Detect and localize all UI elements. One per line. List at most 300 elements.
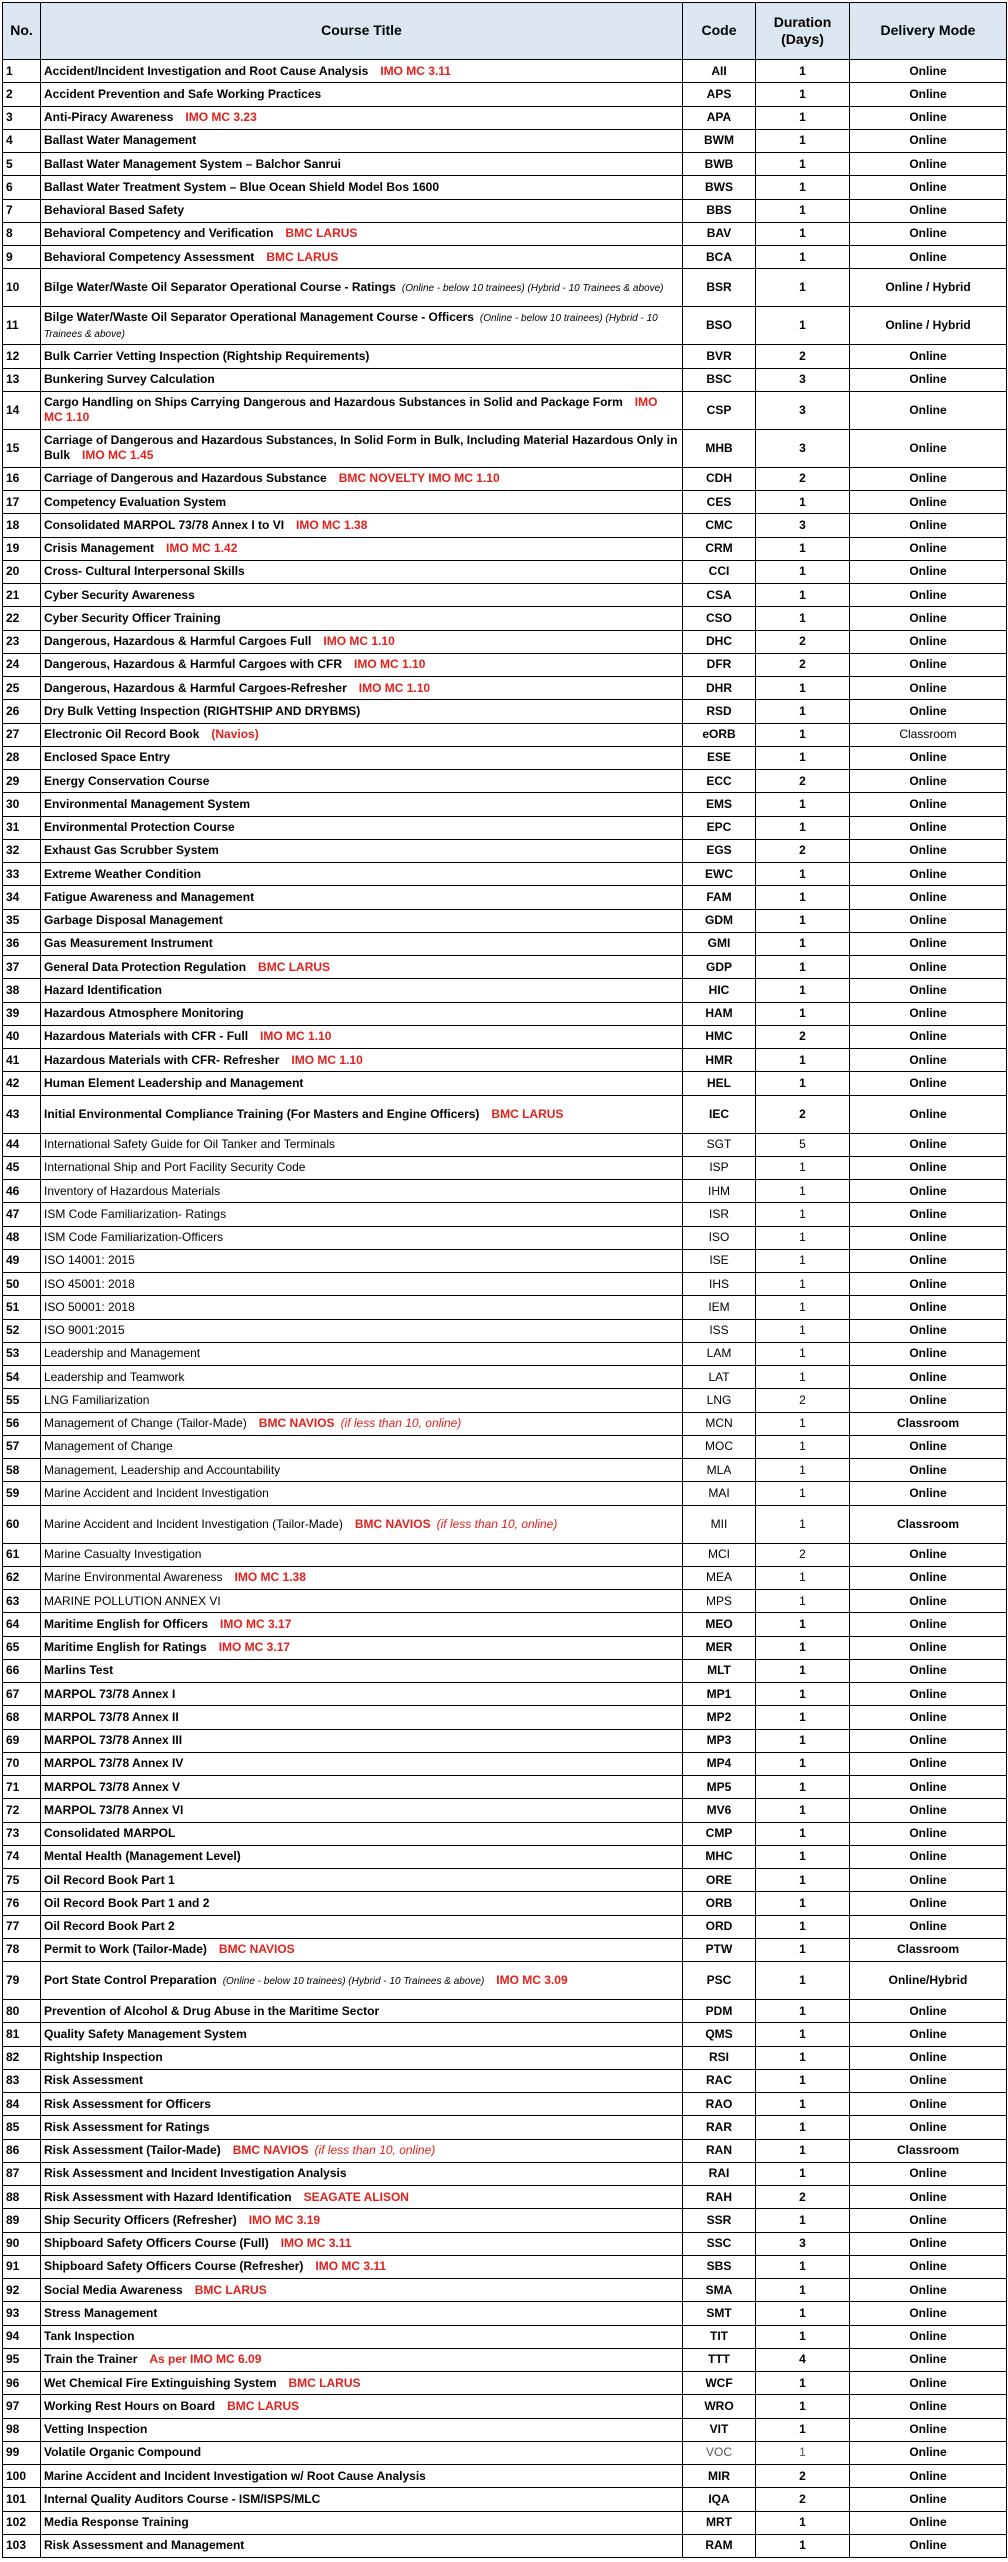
table-row	[3, 60, 1007, 83]
table-row	[3, 2232, 1007, 2255]
course-duration: 1	[756, 2325, 850, 2348]
course-title-text: Internal Quality Auditors Course - ISM/ISPS/MLC	[44, 2491, 321, 2506]
delivery-mode: Online	[850, 979, 1007, 1002]
course-title	[41, 1752, 683, 1775]
row-number: 33	[3, 863, 41, 886]
course-title-text: ISO 50001: 2018	[44, 1299, 135, 1314]
course-accreditation-tag: IMO MC 1.38	[296, 517, 368, 532]
row-number: 47	[3, 1203, 41, 1226]
row-number: 31	[3, 816, 41, 839]
delivery-mode: Online	[850, 886, 1007, 909]
course-duration: 1	[756, 1203, 850, 1226]
table-row	[3, 106, 1007, 129]
course-duration: 2	[756, 1025, 850, 1048]
course-duration: 1	[756, 1636, 850, 1659]
row-number: 65	[3, 1636, 41, 1659]
delivery-mode: Online	[850, 584, 1007, 607]
course-code: HMR	[683, 1049, 756, 1072]
course-code: PSC	[683, 1962, 756, 2000]
course-title-text: Volatile Organic Compound	[44, 2445, 202, 2460]
table-row	[3, 909, 1007, 932]
course-duration: 2	[756, 2488, 850, 2511]
course-title-text: Ballast Water Treatment System – Blue Ocean Shield Model Bos 1600	[44, 179, 440, 194]
row-number: 57	[3, 1435, 41, 1458]
course-title-text: Wet Chemical Fire Extinguishing System	[44, 2375, 277, 2390]
row-number: 41	[3, 1049, 41, 1072]
course-code: CES	[683, 491, 756, 514]
row-number: 88	[3, 2186, 41, 2209]
course-duration: 2	[756, 467, 850, 490]
course-title-text: Anti-Piracy Awareness	[44, 110, 174, 125]
table-row	[3, 584, 1007, 607]
row-number: 91	[3, 2255, 41, 2278]
course-title	[41, 2372, 683, 2395]
course-title	[41, 1892, 683, 1915]
row-number: 76	[3, 1892, 41, 1915]
course-code: GDP	[683, 956, 756, 979]
row-number: 17	[3, 491, 41, 514]
table-row	[3, 467, 1007, 490]
row-number: 58	[3, 1459, 41, 1482]
table-row	[3, 391, 1007, 429]
course-title	[41, 1822, 683, 1845]
course-accreditation-tag: IMO MC 1.10	[44, 395, 658, 425]
course-title	[41, 307, 683, 345]
course-duration: 1	[756, 2069, 850, 2092]
course-code: PDM	[683, 2000, 756, 2023]
delivery-mode: Classroom	[850, 723, 1007, 746]
course-duration: 1	[756, 153, 850, 176]
course-title	[41, 2093, 683, 2116]
course-title	[41, 2069, 683, 2092]
delivery-mode: Online	[850, 1543, 1007, 1566]
row-number: 4	[3, 129, 41, 152]
course-duration: 2	[756, 1543, 850, 1566]
delivery-mode: Online	[850, 1203, 1007, 1226]
course-title-text: International Ship and Port Facility Security Code	[44, 1160, 306, 1175]
course-title-text: MARPOL 73/78 Annex IV	[44, 1756, 184, 1771]
course-duration: 1	[756, 1938, 850, 1961]
row-number: 51	[3, 1296, 41, 1319]
course-title-text: Oil Record Book Part 2	[44, 1919, 175, 1934]
course-code: DFR	[683, 653, 756, 676]
course-title-text: Cargo Handling on Ships Carrying Dangerous and Hazardous Substances in Solid and Package Form	[44, 395, 623, 410]
table-row	[3, 1590, 1007, 1613]
course-title	[41, 1729, 683, 1752]
row-number: 19	[3, 537, 41, 560]
course-title-text: Maritime English for Ratings	[44, 1640, 207, 1655]
course-duration: 1	[756, 491, 850, 514]
course-code: WRO	[683, 2395, 756, 2418]
course-duration: 2	[756, 770, 850, 793]
course-title	[41, 2511, 683, 2534]
course-code: MER	[683, 1636, 756, 1659]
course-title	[41, 1025, 683, 1048]
course-duration: 1	[756, 1505, 850, 1543]
table-row	[3, 2488, 1007, 2511]
row-number: 87	[3, 2162, 41, 2185]
course-duration: 1	[756, 1659, 850, 1682]
table-row	[3, 653, 1007, 676]
course-title-text: Cyber Security Officer Training	[44, 610, 221, 625]
course-code: ISR	[683, 1203, 756, 1226]
row-number: 45	[3, 1156, 41, 1179]
delivery-mode: Online	[850, 1799, 1007, 1822]
course-title	[41, 1389, 683, 1412]
course-duration: 1	[756, 1319, 850, 1342]
course-code: BVR	[683, 345, 756, 368]
course-duration: 3	[756, 368, 850, 391]
course-title	[41, 491, 683, 514]
header-delivery-mode: Delivery Mode	[850, 3, 1007, 60]
course-duration: 1	[756, 222, 850, 245]
course-title-text: Ballast Water Management	[44, 133, 197, 148]
delivery-mode: Online	[850, 83, 1007, 106]
delivery-mode: Online	[850, 909, 1007, 932]
course-accreditation-tag: BMC LARUS	[266, 249, 339, 264]
course-duration: 1	[756, 1226, 850, 1249]
table-row	[3, 2395, 1007, 2418]
course-title-text: ISO 45001: 2018	[44, 1276, 135, 1291]
table-row	[3, 199, 1007, 222]
delivery-mode: Online	[850, 1435, 1007, 1458]
table-row	[3, 2325, 1007, 2348]
row-number: 77	[3, 1915, 41, 1938]
course-title	[41, 1156, 683, 1179]
delivery-mode: Online	[850, 1822, 1007, 1845]
row-number: 74	[3, 1845, 41, 1868]
table-row	[3, 1892, 1007, 1915]
course-accreditation-tag: IMO MC 3.19	[248, 2212, 321, 2227]
course-code: GMI	[683, 932, 756, 955]
course-title	[41, 2255, 683, 2278]
course-title-text: Human Element Leadership and Management	[44, 1075, 304, 1090]
course-title-text: Dangerous, Hazardous & Harmful Cargoes Full	[44, 634, 312, 649]
course-code: PTW	[683, 1938, 756, 1961]
table-row	[3, 2139, 1007, 2162]
delivery-mode: Online	[850, 2348, 1007, 2371]
delivery-mode: Online	[850, 1273, 1007, 1296]
course-duration: 1	[756, 607, 850, 630]
course-code: APA	[683, 106, 756, 129]
course-title-text: Marine Accident and Incident Investigation	[44, 1485, 269, 1500]
row-number: 43	[3, 1095, 41, 1133]
course-duration: 1	[756, 1892, 850, 1915]
table-row	[3, 222, 1007, 245]
course-title	[41, 467, 683, 490]
course-title	[41, 1180, 683, 1203]
row-number: 80	[3, 2000, 41, 2023]
row-number: 62	[3, 1566, 41, 1589]
course-title	[41, 2465, 683, 2488]
table-row	[3, 1505, 1007, 1543]
course-title	[41, 1613, 683, 1636]
row-number: 99	[3, 2441, 41, 2464]
course-title-text: Cross- Cultural Interpersonal Skills	[44, 564, 245, 579]
delivery-mode: Online	[850, 345, 1007, 368]
course-title	[41, 1869, 683, 1892]
course-title	[41, 2232, 683, 2255]
delivery-mode: Online	[850, 2441, 1007, 2464]
course-title-text: Initial Environmental Compliance Training (For Masters and Engine Officers)	[44, 1106, 480, 1121]
course-accreditation-tag: As per IMO MC 6.09	[149, 2352, 262, 2367]
course-note: (Online - below 10 trainees) (Hybrid - 10 Trainees & above)	[44, 313, 658, 340]
course-title-text: Crisis Management	[44, 541, 155, 556]
course-code: SSR	[683, 2209, 756, 2232]
course-duration: 1	[756, 1729, 850, 1752]
row-number: 26	[3, 700, 41, 723]
course-title-text: Leadership and Teamwork	[44, 1369, 185, 1384]
course-duration: 2	[756, 1389, 850, 1412]
course-title-text: Ship Security Officers (Refresher)	[44, 2212, 237, 2227]
course-duration: 1	[756, 584, 850, 607]
table-row	[3, 1049, 1007, 1072]
row-number: 14	[3, 391, 41, 429]
course-code: RAN	[683, 2139, 756, 2162]
table-row	[3, 1938, 1007, 1961]
table-row	[3, 2418, 1007, 2441]
delivery-mode: Online	[850, 2279, 1007, 2302]
course-duration: 1	[756, 1566, 850, 1589]
course-accreditation-tag: IMO MC 3.17	[218, 1640, 291, 1655]
course-title-text: Port State Control Preparation	[44, 1972, 217, 1987]
delivery-mode: Online	[850, 2093, 1007, 2116]
course-accreditation-tag: IMO MC 3.23	[185, 110, 257, 125]
delivery-mode: Online	[850, 2511, 1007, 2534]
course-code: CSA	[683, 584, 756, 607]
course-duration: 1	[756, 1776, 850, 1799]
course-title-text: Social Media Awareness	[44, 2282, 183, 2297]
delivery-mode: Online / Hybrid	[850, 269, 1007, 307]
course-title-text: Accident Prevention and Safe Working Practices	[44, 86, 322, 101]
row-number: 73	[3, 1822, 41, 1845]
course-title-text: Hazard Identification	[44, 982, 163, 997]
row-number: 11	[3, 307, 41, 345]
delivery-mode: Online	[850, 932, 1007, 955]
table-row	[3, 368, 1007, 391]
row-number: 2	[3, 83, 41, 106]
course-title	[41, 2162, 683, 2185]
course-duration: 1	[756, 2139, 850, 2162]
course-title-text: Risk Assessment for Officers	[44, 2096, 211, 2111]
table-row	[3, 1095, 1007, 1133]
course-title-text: MARPOL 73/78 Annex III	[44, 1733, 183, 1748]
course-code: MP2	[683, 1706, 756, 1729]
row-number: 97	[3, 2395, 41, 2418]
course-code: ISE	[683, 1249, 756, 1272]
course-title-text: MARPOL 73/78 Annex V	[44, 1779, 181, 1794]
table-row	[3, 2302, 1007, 2325]
delivery-mode: Online	[850, 246, 1007, 269]
course-title	[41, 1319, 683, 1342]
course-code: IEC	[683, 1095, 756, 1133]
delivery-mode: Online	[850, 1095, 1007, 1133]
course-duration: 1	[756, 886, 850, 909]
course-title	[41, 2302, 683, 2325]
course-title	[41, 2279, 683, 2302]
table-body	[3, 60, 1007, 2558]
row-number: 48	[3, 1226, 41, 1249]
course-title	[41, 2325, 683, 2348]
course-title-text: Cyber Security Awareness	[44, 587, 195, 602]
table-row	[3, 1412, 1007, 1435]
row-number: 30	[3, 793, 41, 816]
row-number: 27	[3, 723, 41, 746]
course-title-text: Marine Accident and Incident Investigation (Tailor-Made)	[44, 1516, 343, 1531]
table-row	[3, 2046, 1007, 2069]
course-duration: 1	[756, 1459, 850, 1482]
table-row	[3, 1869, 1007, 1892]
header-course-title: Course Title	[41, 3, 683, 60]
course-title-text: Accident/Incident Investigation and Root Cause Analysis	[44, 63, 369, 78]
row-number: 71	[3, 1776, 41, 1799]
course-title	[41, 816, 683, 839]
table-row	[3, 793, 1007, 816]
header-row	[3, 3, 1007, 60]
course-code: MAI	[683, 1482, 756, 1505]
table-row	[3, 816, 1007, 839]
table-row	[3, 2255, 1007, 2278]
course-title-text: ISO 9001:2015	[44, 1323, 125, 1338]
course-duration: 1	[756, 1845, 850, 1868]
course-title-text: Ballast Water Management System – Balchor Sanrui	[44, 156, 341, 171]
course-code: MII	[683, 1505, 756, 1543]
course-code: MP5	[683, 1776, 756, 1799]
course-title	[41, 1095, 683, 1133]
course-title-text: Oil Record Book Part 1	[44, 1872, 175, 1887]
course-duration: 3	[756, 2232, 850, 2255]
course-title	[41, 1366, 683, 1389]
delivery-mode: Online	[850, 1683, 1007, 1706]
course-duration: 1	[756, 2511, 850, 2534]
course-duration: 1	[756, 176, 850, 199]
row-number: 46	[3, 1180, 41, 1203]
course-title	[41, 886, 683, 909]
course-title-text: Mental Health (Management Level)	[44, 1849, 241, 1864]
row-number: 55	[3, 1389, 41, 1412]
course-duration: 1	[756, 909, 850, 932]
course-title	[41, 1342, 683, 1365]
course-code: SBS	[683, 2255, 756, 2278]
table-row	[3, 1459, 1007, 1482]
course-code: MPS	[683, 1590, 756, 1613]
course-code: ISO	[683, 1226, 756, 1249]
table-row	[3, 153, 1007, 176]
course-title	[41, 979, 683, 1002]
row-number: 68	[3, 1706, 41, 1729]
table-row	[3, 1543, 1007, 1566]
course-title-text: Environmental Protection Course	[44, 820, 235, 835]
course-code: SGT	[683, 1133, 756, 1156]
delivery-mode: Online	[850, 956, 1007, 979]
table-row	[3, 1203, 1007, 1226]
course-title	[41, 932, 683, 955]
delivery-mode: Online	[850, 630, 1007, 653]
course-accreditation-tag: SEAGATE ALISON	[303, 2189, 409, 2204]
course-note: (Online - below 10 trainees) (Hybrid - 10 Trainees & above)	[222, 1975, 485, 1987]
course-duration: 1	[756, 1613, 850, 1636]
course-code: ORB	[683, 1892, 756, 1915]
delivery-mode: Online/Hybrid	[850, 1962, 1007, 2000]
course-duration: 1	[756, 1590, 850, 1613]
course-title	[41, 2488, 683, 2511]
course-title	[41, 1072, 683, 1095]
course-title-text: Train the Trainer	[44, 2352, 138, 2367]
course-title	[41, 176, 683, 199]
course-duration: 2	[756, 345, 850, 368]
course-title-text: Shipboard Safety Officers Course (Full)	[44, 2236, 269, 2251]
course-code: FAM	[683, 886, 756, 909]
course-code: LNG	[683, 1389, 756, 1412]
course-duration: 1	[756, 816, 850, 839]
course-title-text: Behavioral Based Safety	[44, 203, 185, 218]
row-number: 24	[3, 653, 41, 676]
course-title-text: Consolidated MARPOL 73/78 Annex I to VI	[44, 517, 285, 532]
table-row	[3, 630, 1007, 653]
table-row	[3, 2348, 1007, 2371]
delivery-mode: Online	[850, 2534, 1007, 2557]
course-duration: 1	[756, 1342, 850, 1365]
course-code: TTT	[683, 2348, 756, 2371]
course-code: RAC	[683, 2069, 756, 2092]
course-title-text: LNG Familiarization	[44, 1392, 150, 1407]
header-code: Code	[683, 3, 756, 60]
table-row	[3, 560, 1007, 583]
delivery-mode: Online	[850, 1729, 1007, 1752]
course-title	[41, 2139, 683, 2162]
table-row	[3, 1659, 1007, 1682]
row-number: 63	[3, 1590, 41, 1613]
row-number: 32	[3, 839, 41, 862]
delivery-mode: Online	[850, 1566, 1007, 1589]
course-title	[41, 700, 683, 723]
course-accreditation-tag: IMO MC 1.10	[323, 634, 395, 649]
delivery-mode: Online	[850, 1659, 1007, 1682]
course-code: HMC	[683, 1025, 756, 1048]
delivery-mode: Online	[850, 1389, 1007, 1412]
table-row	[3, 1133, 1007, 1156]
course-title-text: Marine Environmental Awareness	[44, 1570, 223, 1585]
delivery-mode: Online	[850, 839, 1007, 862]
course-title	[41, 770, 683, 793]
table-row	[3, 1226, 1007, 1249]
course-title	[41, 560, 683, 583]
row-number: 49	[3, 1249, 41, 1272]
course-code: CRM	[683, 537, 756, 560]
course-duration: 1	[756, 1072, 850, 1095]
table-row	[3, 1002, 1007, 1025]
course-code: HAM	[683, 1002, 756, 1025]
course-title-text: Competency Evaluation System	[44, 494, 227, 509]
course-title	[41, 1049, 683, 1072]
delivery-mode: Online	[850, 1845, 1007, 1868]
course-code: DHC	[683, 630, 756, 653]
row-number: 16	[3, 467, 41, 490]
table-row	[3, 700, 1007, 723]
course-duration: 1	[756, 537, 850, 560]
course-duration: 1	[756, 2000, 850, 2023]
course-duration: 1	[756, 1296, 850, 1319]
delivery-mode: Online	[850, 1776, 1007, 1799]
course-code: BSO	[683, 307, 756, 345]
course-duration: 1	[756, 60, 850, 83]
table-header	[3, 3, 1007, 60]
course-code: VIT	[683, 2418, 756, 2441]
delivery-mode: Online	[850, 60, 1007, 83]
course-duration: 1	[756, 2162, 850, 2185]
course-code: HEL	[683, 1072, 756, 1095]
delivery-mode: Online	[850, 1892, 1007, 1915]
